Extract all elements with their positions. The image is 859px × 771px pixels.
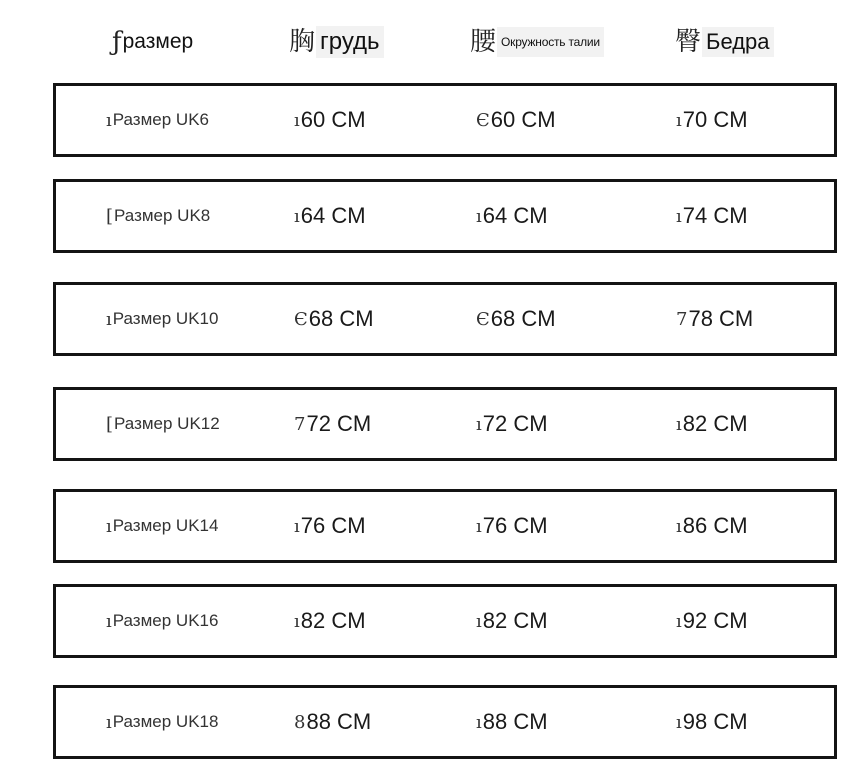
chest-value: 76 CM [300,513,366,538]
hips-value: 70 CM [682,107,748,132]
cell-glyph: ı [294,610,300,632]
chest-value: 82 CM [300,608,366,633]
header-chest [289,20,384,64]
header-glyph: 胸 [289,27,316,57]
cell-glyph: ı [676,109,682,131]
cell-glyph: ı [476,205,482,227]
size-row [53,387,837,461]
hips-value: 92 CM [682,608,748,633]
chest-value: 88 CM [306,709,372,734]
header-size [112,20,197,64]
size-label: Размер UK18 [112,712,219,731]
cell-glyph: ı [476,711,482,733]
size-label: Размер UK8 [114,206,211,225]
cell-glyph: ı [676,413,682,435]
header-hips-label: Бедра [702,27,774,57]
header-glyph: 腰 [470,27,497,57]
size-cell [106,182,210,250]
cell-glyph: ı [106,711,112,733]
size-cell [106,86,209,154]
size-chart-header [0,20,859,64]
hips-cell [676,390,748,458]
hips-cell [676,587,748,655]
chest-value: 68 CM [308,306,374,331]
chest-value: 64 CM [300,203,366,228]
size-row [53,282,837,356]
size-row [53,179,837,253]
cell-glyph: ı [294,205,300,227]
cell-glyph: Є [294,308,308,330]
waist-cell [476,390,548,458]
size-row [53,685,837,759]
cell-glyph: ı [106,308,112,330]
waist-cell [476,688,548,756]
size-label: Размер UK16 [112,611,219,630]
hips-value: 74 CM [682,203,748,228]
hips-cell [676,182,748,250]
size-label: Размер UK14 [112,516,219,535]
cell-glyph: ı [676,610,682,632]
header-chest-label: грудь [316,26,384,59]
header-glyph: 臀 [675,27,702,57]
chest-value: 72 CM [306,411,372,436]
waist-value: 76 CM [482,513,548,538]
cell-glyph: ı [476,515,482,537]
hips-cell [676,492,748,560]
size-cell [106,587,218,655]
cell-glyph: ı [294,109,300,131]
waist-value: 64 CM [482,203,548,228]
waist-cell [476,587,548,655]
header-waist-label: Окружность талии [497,27,604,57]
waist-value: 68 CM [490,306,556,331]
chest-cell [294,587,366,655]
chest-cell [294,182,366,250]
size-row [53,489,837,563]
header-glyph: ƒ [112,27,122,57]
cell-glyph: ı [106,109,112,131]
size-cell [106,688,218,756]
cell-glyph: ı [294,515,300,537]
cell-glyph: 7 [676,308,688,330]
size-label: Размер UK6 [112,110,209,129]
chest-value: 60 CM [300,107,366,132]
waist-cell [476,285,556,353]
hips-cell [676,285,753,353]
header-size-label: размер [122,30,194,54]
hips-value: 78 CM [688,306,754,331]
cell-glyph: ı [476,413,482,435]
chest-cell [294,688,371,756]
cell-glyph: [ [106,205,114,227]
cell-glyph: ı [106,610,112,632]
cell-glyph: ı [676,205,682,227]
waist-value: 88 CM [482,709,548,734]
chest-cell [294,492,366,560]
waist-value: 72 CM [482,411,548,436]
cell-glyph: Є [476,308,490,330]
cell-glyph: ı [676,711,682,733]
size-row [53,584,837,658]
hips-value: 98 CM [682,709,748,734]
chest-cell [294,86,366,154]
size-label: Размер UK12 [114,414,220,433]
cell-glyph: 8 [294,711,306,733]
cell-glyph: 7 [294,413,306,435]
hips-value: 86 CM [682,513,748,538]
hips-cell [676,86,748,154]
size-row [53,83,837,157]
waist-cell [476,492,548,560]
cell-glyph: Є [476,109,490,131]
waist-cell [476,182,548,250]
chest-cell [294,285,374,353]
header-hips [675,20,774,64]
cell-glyph: ı [476,610,482,632]
hips-value: 82 CM [682,411,748,436]
size-cell [106,285,218,353]
chest-cell [294,390,371,458]
cell-glyph: [ [106,413,114,435]
waist-cell [476,86,556,154]
waist-value: 82 CM [482,608,548,633]
hips-cell [676,688,748,756]
size-cell [106,390,220,458]
cell-glyph: ı [676,515,682,537]
header-waist [470,20,604,64]
size-label: Размер UK10 [112,309,219,328]
cell-glyph: ı [106,515,112,537]
size-cell [106,492,218,560]
waist-value: 60 CM [490,107,556,132]
